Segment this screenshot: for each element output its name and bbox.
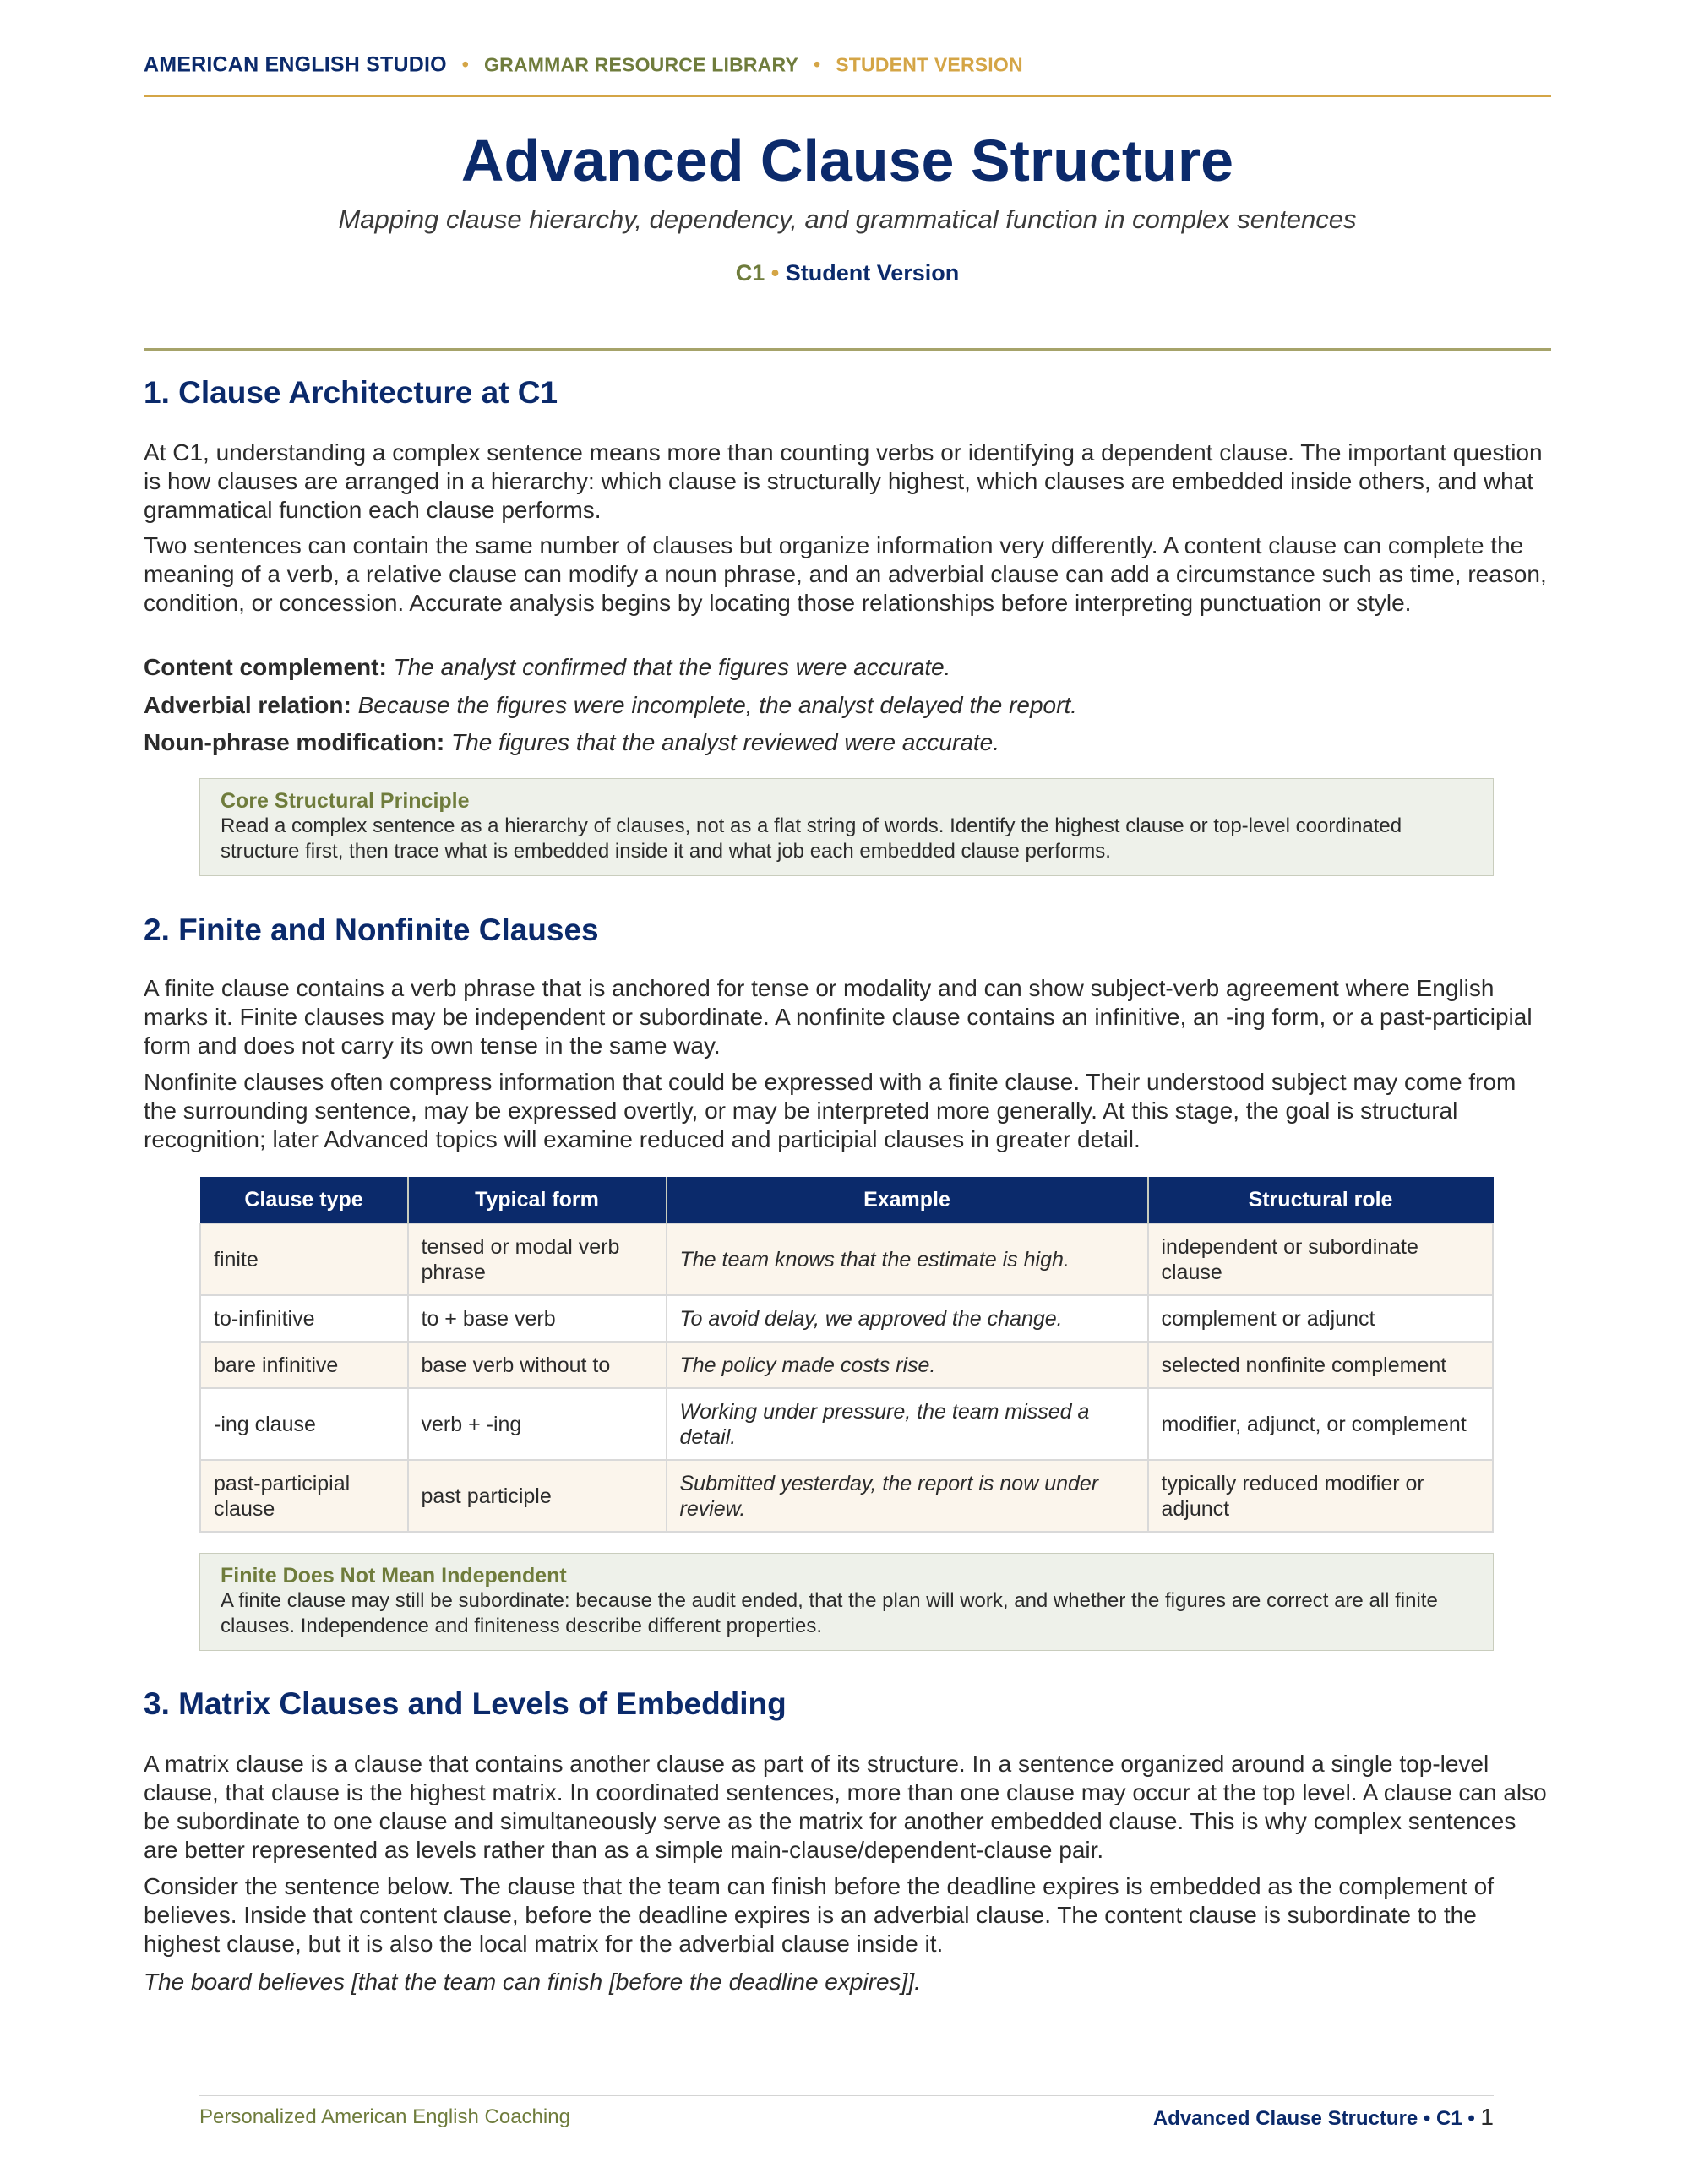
- example-sentence: The analyst confirmed that the figures were accurate.: [393, 654, 951, 680]
- title-divider: [144, 348, 1551, 351]
- section-1-heading: 1. Clause Architecture at C1: [144, 375, 558, 410]
- header-separator: •: [461, 53, 470, 76]
- table-cell: -ing clause: [200, 1388, 408, 1460]
- section-3-paragraph: A matrix clause is a clause that contains another clause as part of its structure. In a sentence organized around a single top-level clause, that clause is the highest matrix. In coordinated sentences, more than one clause may occur at the top level. A clause can also be subordinate to one clause and simultaneously serve as the matrix for another embedded clause. This is why complex sentences are better represented as levels rather than as a simple main-clause/dependent-clause pair.: [144, 1751, 1547, 1863]
- table-cell: past-participial clause: [200, 1460, 408, 1532]
- table-cell: bare infinitive: [200, 1342, 408, 1388]
- version-label: STUDENT VERSION: [836, 53, 1023, 76]
- example-line: [144, 653, 1551, 682]
- example-label: Noun-phrase modification:: [144, 729, 445, 755]
- example-sentence: The figures that the analyst reviewed were accurate.: [451, 729, 1000, 755]
- example-line: [144, 691, 1551, 720]
- section-2-paragraph: A finite clause contains a verb phrase that is anchored for tense or modality and can show subject-verb agreement where English marks it. Finite clauses may be independent or subordinate. A nonfinite clause contains an infinitive, an -ing form, or a past-participial form and does not carry its own tense in the same way.: [144, 975, 1533, 1059]
- clause-types-table: [199, 1177, 1494, 1533]
- footer-left-text: Personalized American English Coaching: [199, 2105, 570, 2128]
- table-cell: past participle: [408, 1460, 667, 1532]
- section-1-paragraph: Two sentences can contain the same number of clauses but organize information very differently. A content clause can complete the meaning of a verb, a relative clause can modify a noun phrase, and an adverbial clause can add a circumstance such as time, reason, condition, or concession. Accurate analysis begins by locating those relationships before interpreting punctuation or style.: [144, 532, 1547, 616]
- footer-right: [1153, 2104, 1494, 2131]
- table-row: [200, 1295, 1493, 1342]
- level-code: C1: [735, 260, 765, 286]
- table-header-row: [200, 1178, 1493, 1224]
- column-header: Clause type: [200, 1178, 408, 1224]
- document-subtitle: Mapping clause hierarchy, dependency, and grammatical function in complex sentences: [338, 204, 1357, 234]
- table-cell: The policy made costs rise.: [667, 1342, 1148, 1388]
- table-cell: finite: [200, 1223, 408, 1295]
- table-cell: Submitted yesterday, the report is now under review.: [667, 1460, 1148, 1532]
- table-cell: to + base verb: [408, 1295, 667, 1342]
- table-cell: typically reduced modifier or adjunct: [1148, 1460, 1494, 1532]
- example-sentence: The board believes [that the team can finish [before the deadline expires]].: [144, 1969, 921, 1995]
- table-cell: complement or adjunct: [1148, 1295, 1494, 1342]
- section-2-paragraph: Nonfinite clauses often compress information that could be expressed with a finite clause. Their understood subject may come from the surrounding sentence, may be expressed overtly, or may be interpreted more generally. At this stage, the goal is structural recognition; later Advanced topics will examine reduced and participial clauses in greater detail.: [144, 1069, 1516, 1152]
- section-2-heading: 2. Finite and Nonfinite Clauses: [144, 912, 599, 947]
- example-sentence: Because the figures were incomplete, the analyst delayed the report.: [357, 692, 1078, 718]
- section-3-heading: 3. Matrix Clauses and Levels of Embedding: [144, 1686, 787, 1721]
- example-label: Content complement:: [144, 654, 387, 680]
- table-cell: The team knows that the estimate is high.: [667, 1223, 1148, 1295]
- document-title: Advanced Clause Structure: [460, 128, 1234, 193]
- table-cell: verb + -ing: [408, 1388, 667, 1460]
- callout-body: Read a complex sentence as a hierarchy of clauses, not as a flat string of words. Identify the highest clause or top-level coordinated structure first, then trace what is embedded inside it and what job each embedded clause performs.: [221, 814, 1402, 863]
- top-header-bar: [144, 52, 1551, 97]
- example-line: [144, 1968, 1551, 1996]
- callout-box: [199, 778, 1494, 876]
- header-separator: •: [814, 53, 821, 76]
- callout-body: A finite clause may still be subordinate: because the audit ended, that the plan will work, and whether the figures are correct are all finite clauses. Independence and finiteness describe different properties.: [221, 1589, 1438, 1637]
- table-cell: tensed or modal verb phrase: [408, 1223, 667, 1295]
- table-cell: to-infinitive: [200, 1295, 408, 1342]
- table-cell: To avoid delay, we approved the change.: [667, 1295, 1148, 1342]
- table-cell: Working under pressure, the team missed a detail.: [667, 1388, 1148, 1460]
- example-label: Adverbial relation:: [144, 692, 351, 718]
- level-line: [144, 260, 1551, 286]
- footer-divider: [199, 2095, 1494, 2096]
- table-cell: selected nonfinite complement: [1148, 1342, 1494, 1388]
- level-label: Student Version: [785, 260, 960, 286]
- library-name: GRAMMAR RESOURCE LIBRARY: [484, 53, 798, 76]
- column-header: Typical form: [408, 1178, 667, 1224]
- table-row: [200, 1342, 1493, 1388]
- level-separator: •: [770, 260, 780, 286]
- callout-title: Core Structural Principle: [221, 789, 470, 813]
- table-cell: modifier, adjunct, or complement: [1148, 1388, 1494, 1460]
- table-row: [200, 1460, 1493, 1532]
- example-line: [144, 728, 1551, 757]
- table-cell: independent or subordinate clause: [1148, 1223, 1494, 1295]
- table-row: [200, 1388, 1493, 1460]
- table-row: [200, 1223, 1493, 1295]
- callout-box: [199, 1553, 1494, 1651]
- column-header: Example: [667, 1178, 1148, 1224]
- footer-document-label: Advanced Clause Structure • C1 •: [1152, 2107, 1475, 2130]
- callout-title: Finite Does Not Mean Independent: [221, 1564, 567, 1588]
- table-cell: base verb without to: [408, 1342, 667, 1388]
- page-number: 1: [1480, 2104, 1494, 2130]
- section-1-paragraph: At C1, understanding a complex sentence means more than counting verbs or identifying a dependent clause. The important question is how clauses are arranged in a hierarchy: which clause is structurally highest, which clauses are embedded inside others, and what grammatical function each clause performs.: [144, 439, 1543, 523]
- column-header: Structural role: [1148, 1178, 1494, 1224]
- brand-name: AMERICAN ENGLISH STUDIO: [144, 52, 447, 77]
- section-3-paragraph: Consider the sentence below. The clause that the team can finish before the deadline expires is embedded as the complement of believes. Inside that content clause, before the deadline expires is an adverbial clause. The content clause is subordinate to the highest clause, but it is also the local matrix for the adverbial clause inside it.: [144, 1873, 1495, 1957]
